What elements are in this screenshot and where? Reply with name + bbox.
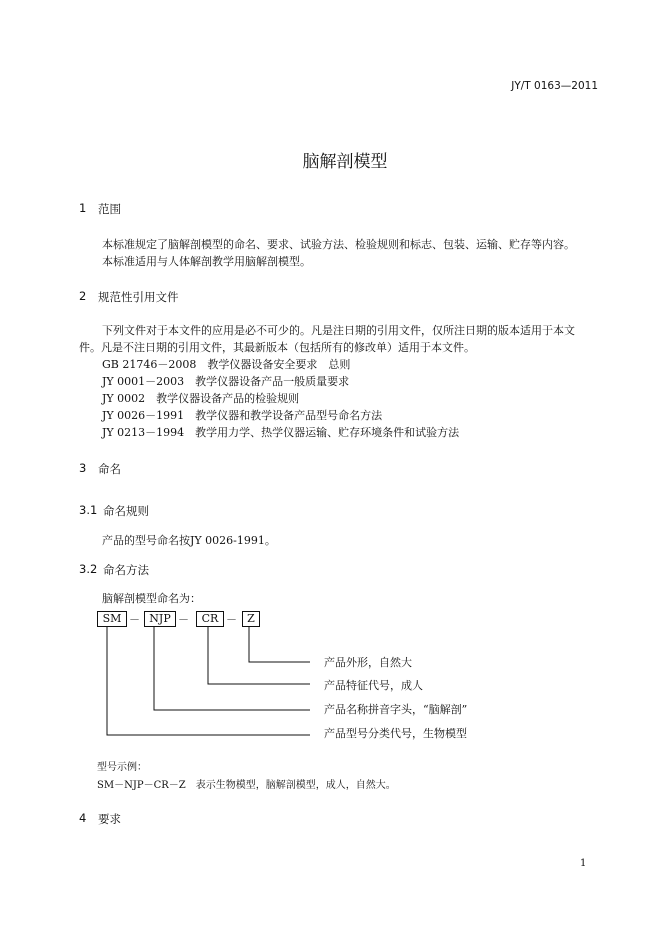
separator: － xyxy=(129,613,140,626)
section-3-2-number: 3.2 xyxy=(79,562,98,576)
reference-item: JY 0026－1991 教学仪器和教学设备产品型号命名方法 xyxy=(102,409,383,422)
standard-code: JY/T 0163—2011 xyxy=(511,80,598,92)
section-3-2-intro: 脑解剖模型命名为： xyxy=(102,592,201,605)
section-3-2-heading: 命名方法 xyxy=(103,563,149,577)
connector-sm xyxy=(107,627,310,735)
connector-cr xyxy=(208,627,310,684)
legend-item: 产品名称拼音字头，“脑解剖” xyxy=(324,703,468,716)
section-3-number: 3 xyxy=(79,461,87,475)
legend-item: 产品型号分类代号，生物模型 xyxy=(324,727,467,740)
section-3-1-heading: 命名规则 xyxy=(103,504,149,518)
reference-item: JY 0213－1994 教学用力学、热学仪器运输、贮存环境条件和试验方法 xyxy=(102,426,460,439)
section-3-1-text: 产品的型号命名按JY 0026-1991。 xyxy=(102,534,276,547)
example-label: 型号示例： xyxy=(97,762,147,773)
legend-item: 产品特征代号，成人 xyxy=(324,679,423,692)
code-box-z: Z xyxy=(242,611,260,627)
separator: － xyxy=(178,613,189,626)
section-1-paragraph-2: 本标准适用与人体解剖教学用脑解剖模型。 xyxy=(102,255,311,268)
section-2-number: 2 xyxy=(79,289,87,303)
page-number: 1 xyxy=(580,858,587,869)
reference-item: JY 0002 教学仪器设备产品的检验规则 xyxy=(102,392,300,405)
page-title: 脑解剖模型 xyxy=(302,152,388,172)
section-1-heading: 范围 xyxy=(98,202,121,216)
connector-njp xyxy=(154,627,310,710)
example-text: SM－NJP－CR－Z 表示生物模型，脑解剖模型，成人，自然大。 xyxy=(97,780,396,791)
legend-item: 产品外形，自然大 xyxy=(324,656,412,669)
code-box-njp: NJP xyxy=(144,611,176,627)
section-2-intro-line-2: 件。凡是不注日期的引用文件，其最新版本（包括所有的修改单）适用于本文件。 xyxy=(79,341,475,354)
section-4-heading: 要求 xyxy=(98,812,121,826)
reference-item: JY 0001－2003 教学仪器设备产品一般质量要求 xyxy=(102,375,350,388)
connector-z xyxy=(249,627,310,662)
reference-item: GB 21746－2008 教学仪器设备安全要求 总则 xyxy=(102,358,351,371)
section-2-intro-line-1: 下列文件对于本文件的应用是必不可少的。凡是注日期的引用文件，仅所注日期的版本适用于本文 xyxy=(102,324,575,337)
code-box-sm: SM xyxy=(97,611,127,627)
separator: － xyxy=(226,613,237,626)
code-box-cr: CR xyxy=(196,611,224,627)
section-1-number: 1 xyxy=(79,201,87,215)
section-1-paragraph-1: 本标准规定了脑解剖模型的命名、要求、试验方法、检验规则和标志、包装、运输、贮存等内容。 xyxy=(102,238,575,251)
section-3-1-number: 3.1 xyxy=(79,503,98,517)
section-3-heading: 命名 xyxy=(98,462,121,476)
section-4-number: 4 xyxy=(79,811,87,825)
section-2-heading: 规范性引用文件 xyxy=(98,290,179,304)
